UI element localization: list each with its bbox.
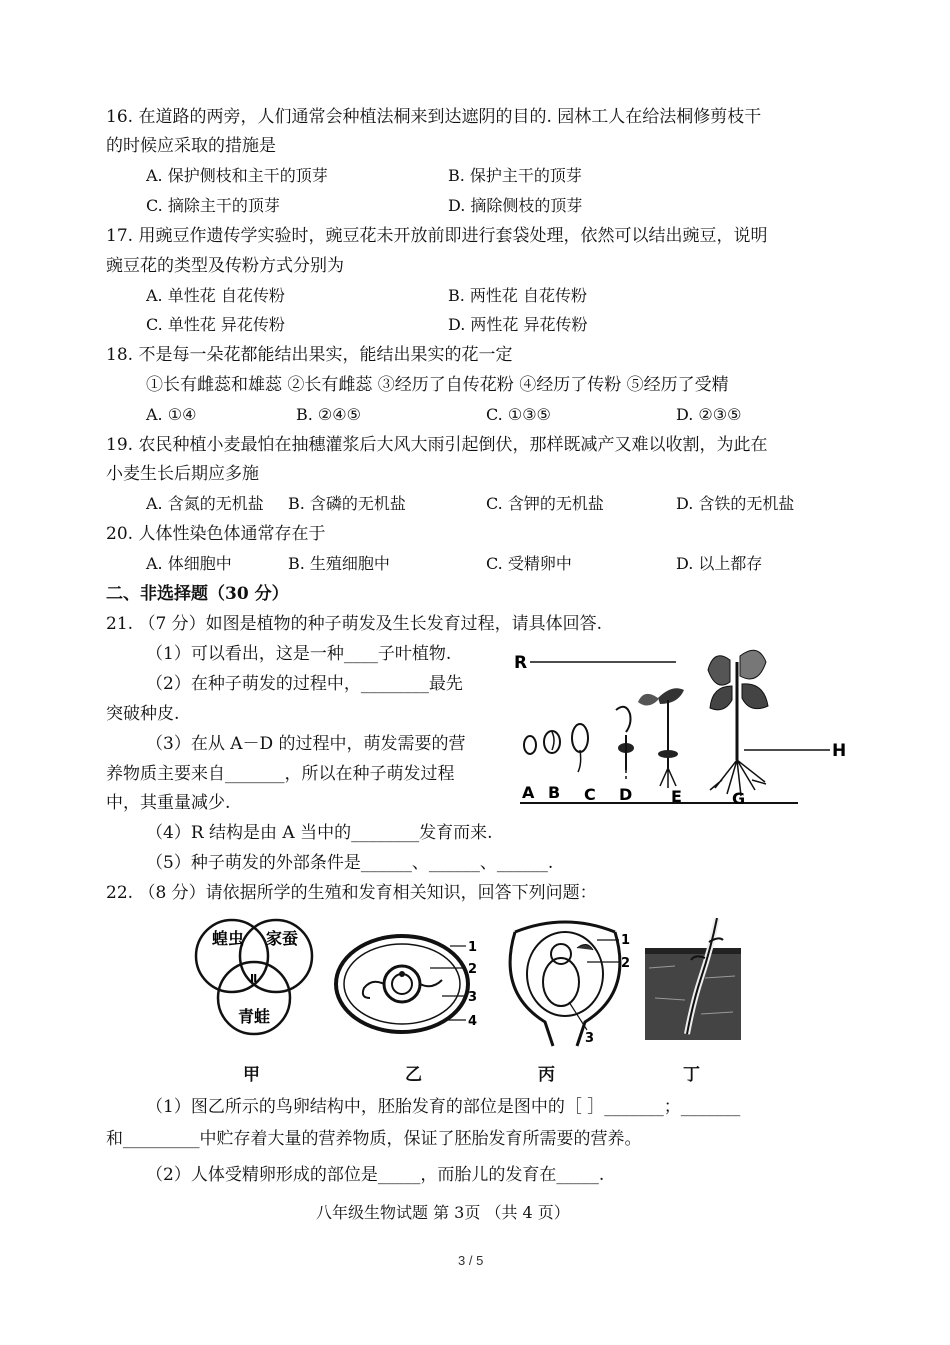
label-h: H: [832, 741, 847, 761]
caption-yi: 乙: [405, 1065, 422, 1085]
q19-option-d: D. 含铁的无机盐: [676, 494, 795, 513]
caption-bing: 丙: [538, 1065, 555, 1085]
stage-d: D: [619, 785, 633, 804]
egg-label-1: 1: [468, 940, 478, 955]
q20-option-c: C. 受精卵中: [486, 554, 572, 573]
q16-stem-line1: 16. 在道路的两旁，人们通常会种植法桐来到达遮阴的目的. 园林工人在给法桐修剪枝干: [106, 107, 762, 127]
q22-part1-line1: （1）图乙所示的鸟卵结构中，胚胎发育的部位是图中的［ ］_______；_______: [146, 1097, 741, 1117]
section-title: 二、非选择题（30 分）: [106, 584, 289, 604]
egg-label-2: 2: [468, 962, 478, 977]
q22-part1-line2: 和_________中贮存着大量的营养物质，保证了胚胎发育所需要的营养。: [106, 1129, 642, 1149]
q18-option-d: D. ②③⑤: [676, 405, 742, 424]
venn-frog: 青蛙: [238, 1007, 271, 1026]
q20-option-d: D. 以上都存: [676, 554, 763, 573]
q18-stem: 18. 不是每一朵花都能结出果实，能结出果实的花一定: [106, 345, 513, 365]
uterus-label-2: 2: [621, 956, 631, 971]
q19-option-a: A. 含氮的无机盐: [146, 494, 264, 513]
stage-a: A: [522, 783, 535, 802]
q21-part2-line1: （2）在种子萌发的过程中，________最先: [146, 674, 463, 694]
label-r: R: [514, 653, 528, 673]
q21-part2-line2: 突破种皮.: [106, 704, 180, 724]
q18-items: ①长有雌蕊和雄蕊 ②长有雌蕊 ③经历了自传花粉 ④经历了传粉 ⑤经历了受精: [146, 375, 729, 395]
q18-option-a: A. ①④: [146, 405, 197, 424]
venn-center: Ⅱ: [250, 972, 258, 985]
venn-locust: 蝗虫: [212, 929, 245, 948]
stage-c: C: [584, 785, 596, 804]
q18-option-c: C. ①③⑤: [486, 405, 551, 424]
q19-stem-line1: 19. 农民种植小麦最怕在抽穗灌浆后大风大雨引起倒伏，那样既减产又难以收割，为此在: [106, 435, 768, 455]
uterus-label-1: 1: [621, 933, 631, 948]
germination-figure: [508, 640, 853, 815]
q21-part5: （5）种子萌发的外部条件是______、______、______.: [146, 853, 554, 873]
q17-stem-line2: 豌豆花的类型及传粉方式分别为: [106, 256, 344, 276]
q20-stem: 20. 人体性染色体通常存在于: [106, 524, 326, 544]
venn-silkworm: 家蚕: [266, 929, 299, 948]
caption-jia: 甲: [243, 1065, 260, 1085]
q21-part3-line2: 养物质主要来自_______，所以在种子萌发过程: [106, 764, 455, 784]
caption-ding: 丁: [683, 1065, 700, 1085]
q16-option-d: D. 摘除侧枝的顶芽: [448, 196, 583, 215]
q20-option-b: B. 生殖细胞中: [288, 554, 390, 573]
q21-part3-line1: （3）在从 A－D 的过程中，萌发需要的营: [146, 734, 466, 754]
q21-part4: （4）R 结构是由 A 当中的________发育而来.: [146, 823, 493, 843]
page-indicator: 3 / 5: [458, 1253, 484, 1268]
egg-label-4: 4: [468, 1014, 478, 1029]
q17-stem-line1: 17. 用豌豆作遗传学实验时，豌豆花未开放前即进行套袋处理，依然可以结出豌豆，说明: [106, 226, 768, 246]
uterus-diagram: [495, 912, 635, 1052]
q20-option-a: A. 体细胞中: [146, 554, 232, 573]
q17-option-a: A. 单性花 自花传粉: [146, 286, 285, 305]
q22-stem: 22. （8 分）请依据所学的生殖和发育相关知识，回答下列问题：: [106, 883, 597, 903]
q19-stem-line2: 小麦生长后期应多施: [106, 464, 259, 484]
q21-part1: （1）可以看出，这是一种____子叶植物.: [146, 644, 452, 664]
q16-option-a: A. 保护侧枝和主干的顶芽: [146, 166, 328, 185]
venn-diagram: [190, 912, 320, 1042]
q19-option-b: B. 含磷的无机盐: [288, 494, 406, 513]
stage-g: G: [732, 789, 746, 808]
q16-stem-line2: 的时候应采取的措施是: [106, 136, 276, 156]
uterus-label-3: 3: [585, 1031, 595, 1046]
q22-part2: （2）人体受精卵形成的部位是_____，而胎儿的发育在_____.: [146, 1165, 605, 1185]
egg-label-3: 3: [468, 990, 478, 1005]
q18-option-b: B. ②④⑤: [296, 405, 361, 424]
stage-b: B: [548, 783, 561, 802]
q16-option-b: B. 保护主干的顶芽: [448, 166, 582, 185]
q21-stem: 21. （7 分）如图是植物的种子萌发及生长发育过程，请具体回答.: [106, 614, 603, 634]
q16-option-c: C. 摘除主干的顶芽: [146, 196, 280, 215]
q17-option-c: C. 单性花 异花传粉: [146, 315, 285, 334]
plant-cutting-diagram: [645, 918, 745, 1046]
stage-e: E: [671, 787, 682, 806]
bird-egg-diagram: [330, 930, 490, 1040]
q17-option-d: D. 两性花 异花传粉: [448, 315, 588, 334]
q17-option-b: B. 两性花 自花传粉: [448, 286, 588, 305]
q21-part3-line3: 中，其重量减少.: [106, 793, 231, 813]
q19-option-c: C. 含钾的无机盐: [486, 494, 604, 513]
page-footer: 八年级生物试题 第 3页 （共 4 页）: [316, 1203, 570, 1222]
